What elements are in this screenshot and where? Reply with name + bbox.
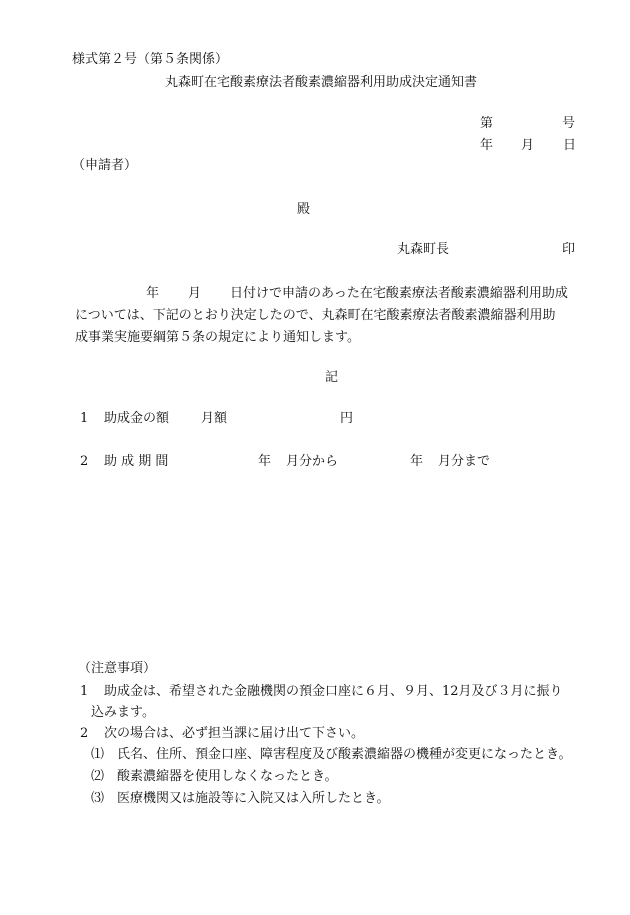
notes-heading: （注意事項） xyxy=(78,661,157,676)
document-title: 丸森町在宅酸素療法者酸素濃縮器利用助成決定通知書 xyxy=(165,75,478,90)
item1-monthly: 月額 xyxy=(201,411,228,426)
body-line1: 日付けで申請のあった在宅酸素療法者酸素濃縮器利用助成 xyxy=(230,286,568,301)
date-month: 月 xyxy=(521,138,535,153)
note1-number: 1 xyxy=(80,684,89,699)
sub3-number: ⑶ xyxy=(91,791,105,806)
item1-number: 1 xyxy=(80,411,89,426)
item2-to-year: 年 xyxy=(410,454,424,469)
applicant-honorific: 殿 xyxy=(297,202,311,217)
sub2-text: 酸素濃縮器を使用しなくなったとき。 xyxy=(117,769,338,784)
body-line2: については、下記のとおり決定したので、丸森町在宅酸素療法者酸素濃縮器利用助 xyxy=(75,308,556,323)
sub2-number: ⑵ xyxy=(91,769,105,784)
ki-label: 記 xyxy=(325,370,339,385)
form-number: 様式第２号（第５条関係） xyxy=(72,52,229,67)
date-year: 年 xyxy=(480,138,494,153)
sub1-text: 氏名、住所、預金口座、障害程度及び酸素濃縮器の機種が変更になったとき。 xyxy=(117,747,572,762)
issuer-seal: 印 xyxy=(562,242,576,257)
note2-number: 2 xyxy=(80,726,89,741)
note1-line2: 込みます。 xyxy=(91,705,155,720)
item2-label: 助 成 期 間 xyxy=(104,454,169,469)
note1-line1: 助成金は、希望された金融機関の預金口座に６月、９月、12月及び３月に振り xyxy=(104,684,563,699)
date-day: 日 xyxy=(563,138,577,153)
body-month: 月 xyxy=(188,286,202,301)
item1-yen: 円 xyxy=(340,411,354,426)
item1-label: 助成金の額 xyxy=(104,411,170,426)
sub1-number: ⑴ xyxy=(91,747,105,762)
sub3-text: 医療機関又は施設等に入院又は入所したとき。 xyxy=(117,791,390,806)
item2-from-year: 年 xyxy=(258,454,272,469)
body-year: 年 xyxy=(146,286,160,301)
item2-number: 2 xyxy=(80,454,89,469)
doc-number-dai: 第 xyxy=(480,116,494,131)
issuer-name: 丸森町長 xyxy=(397,242,450,257)
note2-text: 次の場合は、必ず担当課に届け出て下さい。 xyxy=(104,726,365,741)
body-line3: 成事業実施要綱第５条の規定により通知します。 xyxy=(75,330,360,345)
item2-from-month: 月分から xyxy=(286,454,339,469)
item2-to-month: 月分まで xyxy=(438,454,491,469)
applicant-label: （申請者） xyxy=(72,158,138,173)
doc-number-go: 号 xyxy=(562,116,576,131)
